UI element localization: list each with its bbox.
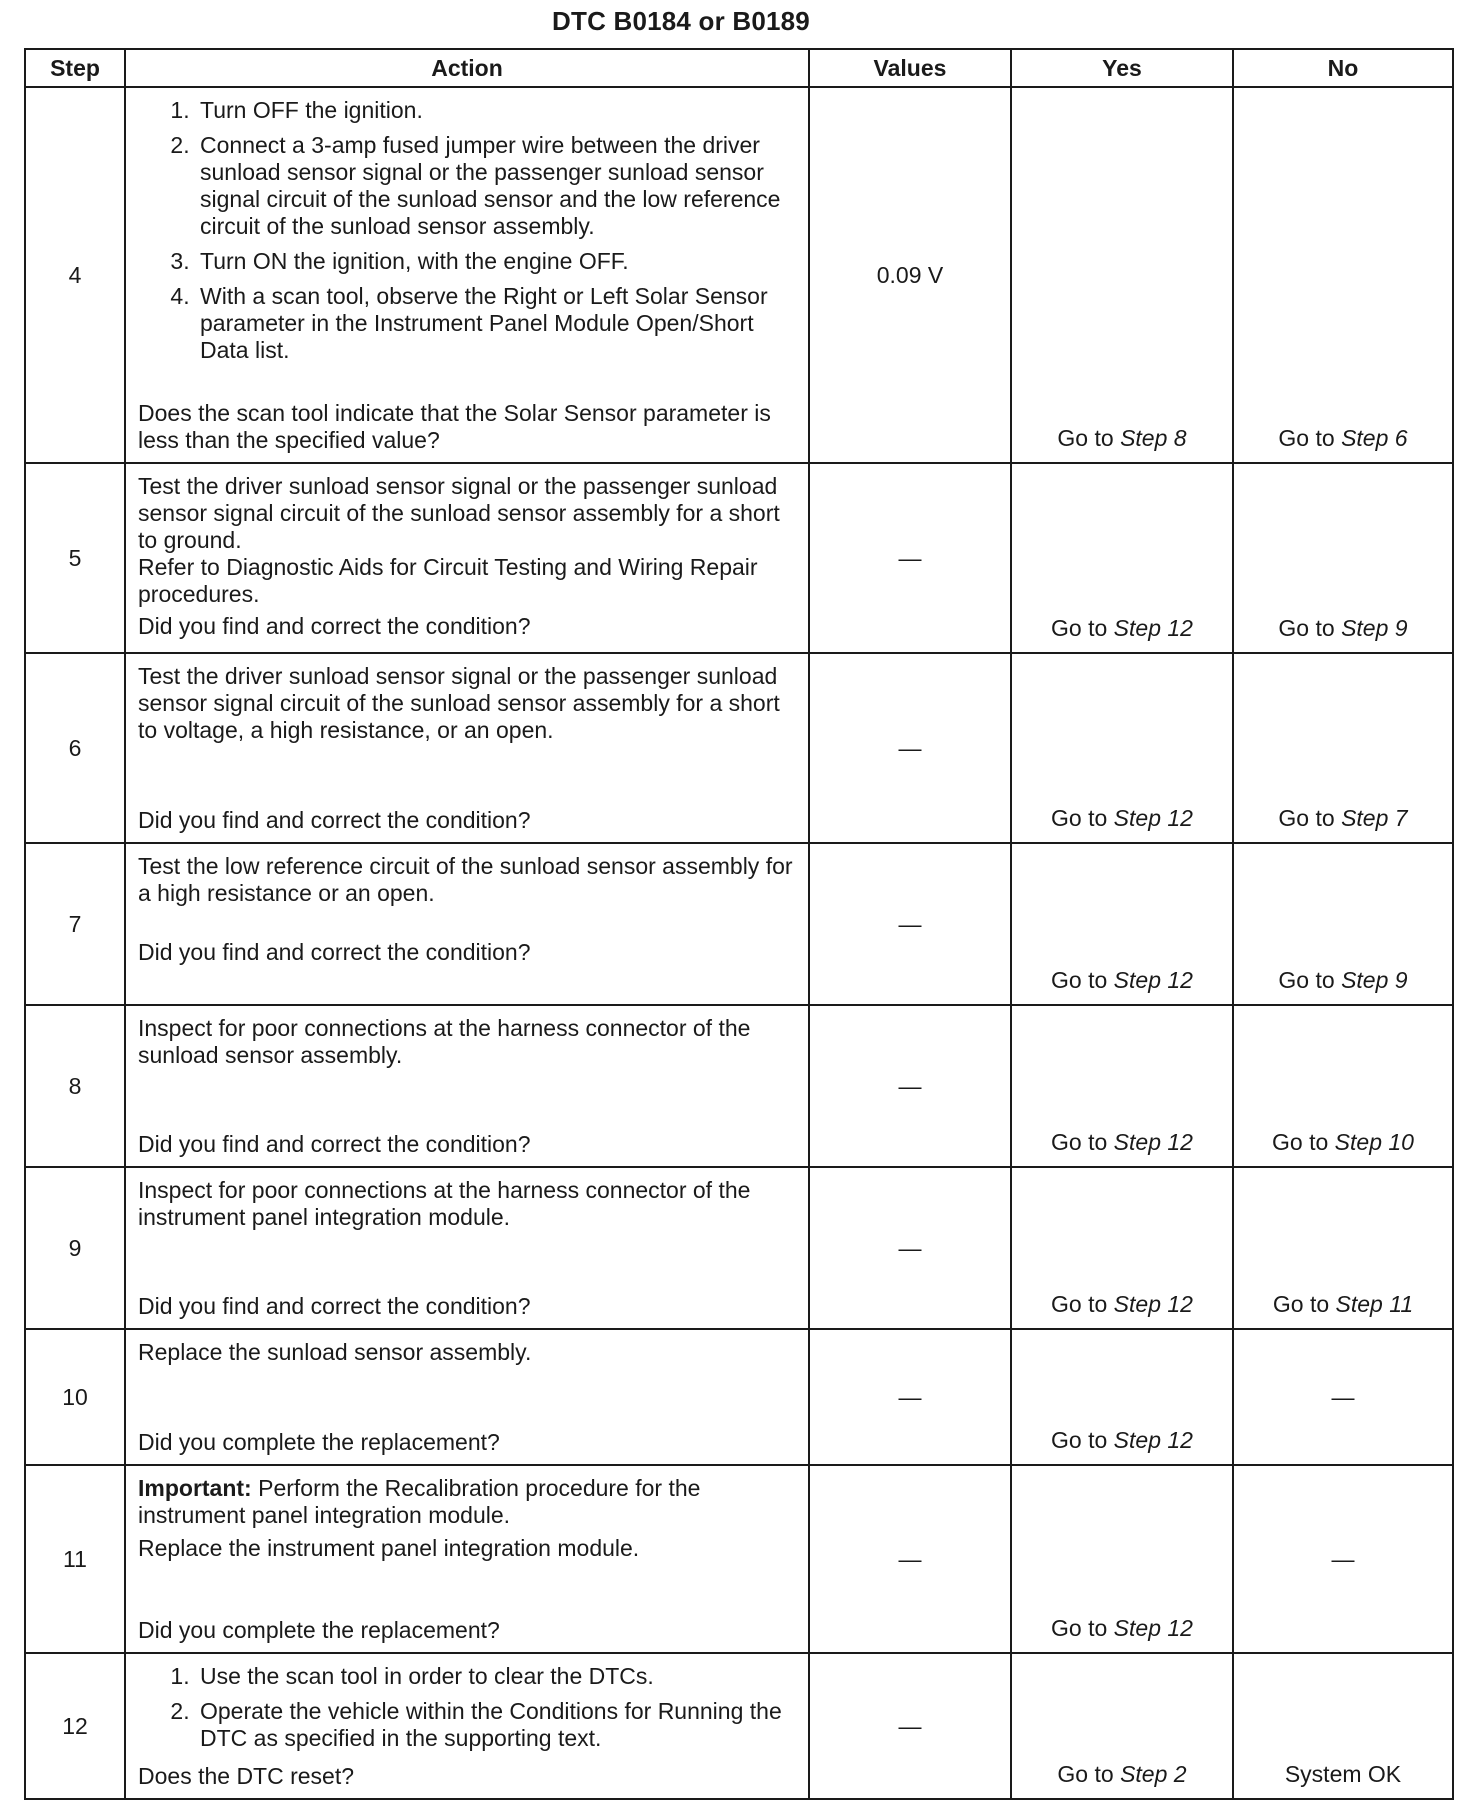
go-to-label: Go to bbox=[1057, 1761, 1114, 1787]
yes-cell bbox=[1011, 1653, 1233, 1799]
header-action: Action bbox=[125, 49, 809, 87]
no-step-link: Step 7 bbox=[1341, 805, 1408, 831]
action-question: Did you find and correct the condition? bbox=[138, 807, 531, 833]
list-item: 1. Use the scan tool in order to clear the DTCs. bbox=[196, 1663, 796, 1690]
yes-cell bbox=[1011, 1465, 1233, 1653]
table-row bbox=[25, 653, 1453, 843]
go-to-label: Go to bbox=[1051, 1291, 1108, 1317]
action-question: Did you find and correct the condition? bbox=[138, 939, 531, 965]
value-cell: — bbox=[809, 1329, 1011, 1465]
value-cell: — bbox=[809, 843, 1011, 1005]
header-yes: Yes bbox=[1011, 49, 1233, 87]
go-to-label: Go to bbox=[1051, 967, 1108, 993]
step-number: 8 bbox=[25, 1005, 125, 1167]
yes-cell bbox=[1011, 463, 1233, 653]
yes-step-link: Step 2 bbox=[1120, 1761, 1187, 1787]
step-number: 6 bbox=[25, 653, 125, 843]
important-label: Important: bbox=[138, 1475, 252, 1501]
go-to-label: Go to bbox=[1278, 967, 1335, 993]
no-cell bbox=[1233, 1167, 1453, 1329]
table-row bbox=[25, 1465, 1453, 1653]
go-to-label: Go to bbox=[1272, 1291, 1330, 1317]
value-cell: — bbox=[809, 463, 1011, 653]
step-number: 9 bbox=[25, 1167, 125, 1329]
list-item: 1. Turn OFF the ignition. bbox=[196, 97, 796, 124]
no-cell bbox=[1233, 843, 1453, 1005]
action-text: Test the driver sunload sensor signal or the passenger sunload sensor signal circuit of the sunload sensor assembly for a short to ground. bbox=[138, 473, 780, 553]
table-row bbox=[25, 1653, 1453, 1799]
page-title: DTC B0184 or B0189 bbox=[552, 6, 810, 36]
action-cell bbox=[125, 463, 809, 653]
action-question: Did you find and correct the condition? bbox=[138, 613, 531, 639]
yes-cell bbox=[1011, 653, 1233, 843]
value-cell: 0.09 V bbox=[809, 87, 1011, 463]
action-text-secondary: Replace the instrument panel integration module. bbox=[138, 1535, 640, 1561]
action-text-secondary: Refer to Diagnostic Aids for Circuit Testing and Wiring Repair procedures. bbox=[138, 554, 758, 607]
table-row bbox=[25, 463, 1453, 653]
no-cell bbox=[1233, 653, 1453, 843]
important-text: Perform the Recalibration procedure for the instrument panel integration module. bbox=[138, 1475, 701, 1528]
no-cell: System OK bbox=[1233, 1653, 1453, 1799]
action-list bbox=[138, 1663, 796, 1752]
value-cell: — bbox=[809, 1653, 1011, 1799]
action-cell bbox=[125, 1465, 809, 1653]
action-question: Does the scan tool indicate that the Solar Sensor parameter is less than the specified value? bbox=[138, 400, 771, 453]
yes-cell bbox=[1011, 1329, 1233, 1465]
go-to-label: Go to bbox=[1051, 615, 1108, 641]
action-text: Inspect for poor connections at the harness connector of the instrument panel integration module. bbox=[138, 1177, 751, 1230]
yes-step-link: Step 12 bbox=[1113, 1291, 1193, 1317]
diagnostic-table bbox=[24, 48, 1454, 1800]
action-cell bbox=[125, 1005, 809, 1167]
header-no: No bbox=[1233, 49, 1453, 87]
action-cell bbox=[125, 1653, 809, 1799]
no-step-link: Step 10 bbox=[1334, 1129, 1414, 1155]
yes-step-link: Step 12 bbox=[1113, 1129, 1193, 1155]
action-cell bbox=[125, 843, 809, 1005]
action-question: Did you find and correct the condition? bbox=[138, 1131, 531, 1157]
yes-step-link: Step 8 bbox=[1120, 425, 1187, 451]
value-cell: — bbox=[809, 1167, 1011, 1329]
no-cell bbox=[1233, 87, 1453, 463]
go-to-label: Go to bbox=[1278, 805, 1335, 831]
table-row bbox=[25, 1005, 1453, 1167]
no-cell bbox=[1233, 1005, 1453, 1167]
value-cell: — bbox=[809, 653, 1011, 843]
yes-cell bbox=[1011, 1005, 1233, 1167]
no-step-link: Step 6 bbox=[1341, 425, 1408, 451]
go-to-label: Go to bbox=[1051, 1129, 1108, 1155]
yes-cell bbox=[1011, 87, 1233, 463]
action-list bbox=[138, 97, 796, 364]
step-number: 12 bbox=[25, 1653, 125, 1799]
step-number: 4 bbox=[25, 87, 125, 463]
action-cell bbox=[125, 1329, 809, 1465]
action-question: Did you find and correct the condition? bbox=[138, 1293, 531, 1319]
yes-step-link: Step 12 bbox=[1113, 1427, 1193, 1453]
important-note bbox=[138, 1475, 796, 1529]
table-row bbox=[25, 843, 1453, 1005]
action-question: Did you complete the replacement? bbox=[138, 1617, 500, 1643]
action-cell bbox=[125, 87, 809, 463]
no-step-link: Step 11 bbox=[1335, 1291, 1414, 1317]
yes-step-link: Step 12 bbox=[1113, 805, 1193, 831]
yes-step-link: Step 12 bbox=[1113, 615, 1193, 641]
go-to-label: Go to bbox=[1051, 805, 1108, 831]
action-question: Does the DTC reset? bbox=[138, 1763, 355, 1789]
action-cell bbox=[125, 653, 809, 843]
go-to-label: Go to bbox=[1057, 425, 1114, 451]
yes-cell bbox=[1011, 1167, 1233, 1329]
value-cell: — bbox=[809, 1005, 1011, 1167]
step-number: 10 bbox=[25, 1329, 125, 1465]
list-item: 2. Connect a 3-amp fused jumper wire between the driver sunload sensor signal or the passenger sunload sensor signal circuit of the sunload sensor and the low reference circuit of the sunload sensor assembly. bbox=[196, 132, 796, 240]
header-values: Values bbox=[809, 49, 1011, 87]
action-text: Test the low reference circuit of the sunload sensor assembly for a high resistance or an open. bbox=[138, 853, 793, 906]
step-number: 7 bbox=[25, 843, 125, 1005]
action-cell bbox=[125, 1167, 809, 1329]
yes-step-link: Step 12 bbox=[1113, 967, 1193, 993]
yes-step-link: Step 12 bbox=[1113, 1615, 1193, 1641]
go-to-label: Go to bbox=[1278, 425, 1335, 451]
go-to-label: Go to bbox=[1278, 615, 1335, 641]
action-text: Test the driver sunload sensor signal or the passenger sunload sensor signal circuit of the sunload sensor assembly for a short to voltage, a high resistance, or an open. bbox=[138, 663, 780, 743]
table-row bbox=[25, 1329, 1453, 1465]
table-row bbox=[25, 1167, 1453, 1329]
action-text: Replace the sunload sensor assembly. bbox=[138, 1339, 532, 1365]
yes-cell bbox=[1011, 843, 1233, 1005]
go-to-label: Go to bbox=[1272, 1129, 1329, 1155]
no-step-link: Step 9 bbox=[1341, 967, 1408, 993]
no-cell: — bbox=[1233, 1465, 1453, 1653]
no-step-link: Step 9 bbox=[1341, 615, 1408, 641]
go-to-label: Go to bbox=[1051, 1615, 1108, 1641]
no-cell: — bbox=[1233, 1329, 1453, 1465]
list-item: 4. With a scan tool, observe the Right or Left Solar Sensor parameter in the Instrument Panel Module Open/Short Data list. bbox=[196, 283, 796, 364]
list-item: 2. Operate the vehicle within the Conditions for Running the DTC as specified in the supporting text. bbox=[196, 1698, 796, 1752]
action-text: Inspect for poor connections at the harness connector of the sunload sensor assembly. bbox=[138, 1015, 751, 1068]
header-step: Step bbox=[25, 49, 125, 87]
go-to-label: Go to bbox=[1051, 1427, 1108, 1453]
step-number: 11 bbox=[25, 1465, 125, 1653]
step-number: 5 bbox=[25, 463, 125, 653]
value-cell: — bbox=[809, 1465, 1011, 1653]
header-row bbox=[25, 49, 1453, 87]
table-row bbox=[25, 87, 1453, 463]
action-question: Did you complete the replacement? bbox=[138, 1429, 500, 1455]
list-item: 3. Turn ON the ignition, with the engine OFF. bbox=[196, 248, 796, 275]
no-cell bbox=[1233, 463, 1453, 653]
